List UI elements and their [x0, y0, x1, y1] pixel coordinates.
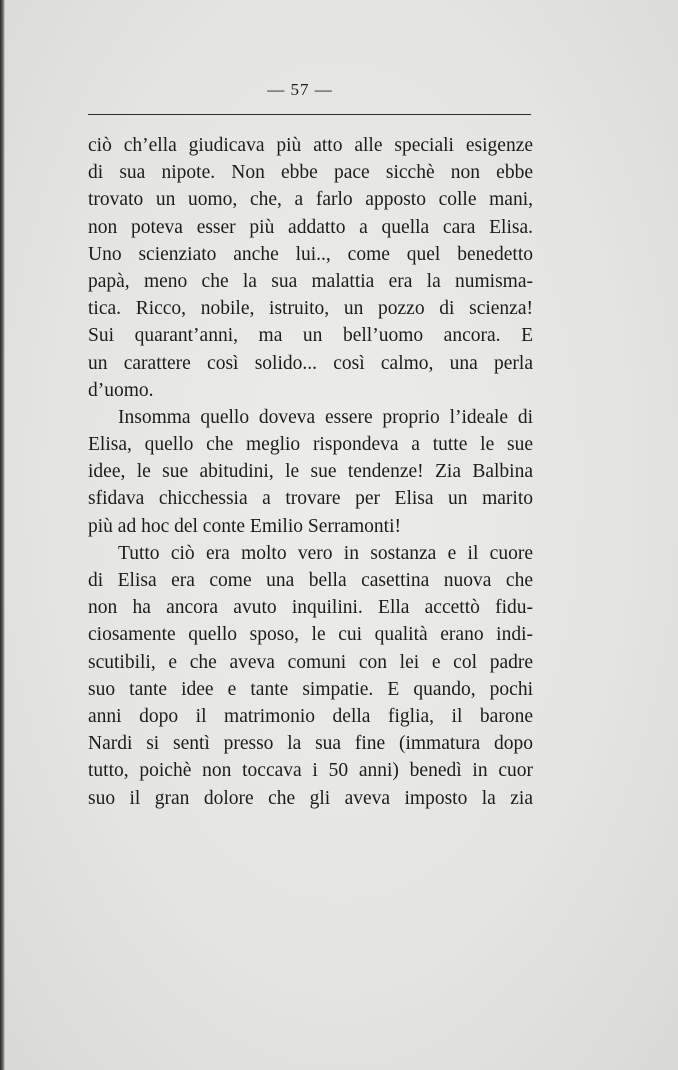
text-line: d’uomo.: [88, 379, 154, 401]
text-line: Insomma quello doveva essere proprio l’ideale di: [118, 406, 533, 428]
binding-edge: [0, 0, 5, 1070]
text-line: Uno scienziato anche lui.., come quel benedetto: [88, 243, 533, 265]
text-line: Tutto ciò era molto vero in sostanza e il cuore: [118, 542, 533, 564]
text-line: papà, meno che la sua malattia era la numisma-: [88, 270, 533, 292]
text-line: Elisa, quello che meglio rispondeva a tutte le sue: [88, 434, 533, 456]
text-line: ciosamente quello sposo, le cui qualità erano indi-: [88, 624, 533, 646]
header-rule: [88, 114, 531, 115]
text-line: suo tante idee e tante simpatie. E quando, pochi: [88, 678, 533, 700]
text-line: anni dopo il matrimonio della figlia, il barone: [88, 705, 533, 727]
text-line: scutibili, e che aveva comuni con lei e col padre: [88, 651, 533, 673]
page-number: — 57 —: [267, 80, 333, 99]
text-line: non poteva esser più addatto a quella cara Elisa.: [88, 216, 533, 238]
body-text: [88, 132, 533, 812]
text-line: ciò ch’ella giudicava più atto alle speciali esigenze: [88, 135, 533, 156]
text-line: di Elisa era come una bella casettina nuova che: [88, 570, 533, 591]
text-line: più ad hoc del conte Emilio Serramonti!: [88, 515, 401, 537]
text-line: non ha ancora avuto inquilini. Ella accettò fidu-: [88, 597, 533, 619]
text-line: un carattere così solido... così calmo, una perla: [88, 352, 533, 374]
text-line: Nardi si sentì presso la sua fine (immatura dopo: [88, 733, 533, 755]
text-line: di sua nipote. Non ebbe pace sicchè non ebbe: [88, 162, 533, 184]
text-line: tutto, poichè non toccava i 50 anni) benedì in cuor: [88, 760, 533, 782]
text-line: tica. Ricco, nobile, istruito, un pozzo di scienza!: [88, 298, 533, 320]
text-line: Sui quarant’anni, ma un bell’uomo ancora. E: [88, 325, 533, 347]
text-line: sfidava chicchessia a trovare per Elisa un marito: [88, 488, 533, 510]
text-line: trovato un uomo, che, a farlo apposto colle mani,: [88, 189, 533, 211]
text-line: idee, le sue abitudini, le sue tendenze! Zia Balbina: [88, 461, 533, 483]
text-line: suo il gran dolore che gli aveva imposto la zia: [88, 787, 533, 809]
